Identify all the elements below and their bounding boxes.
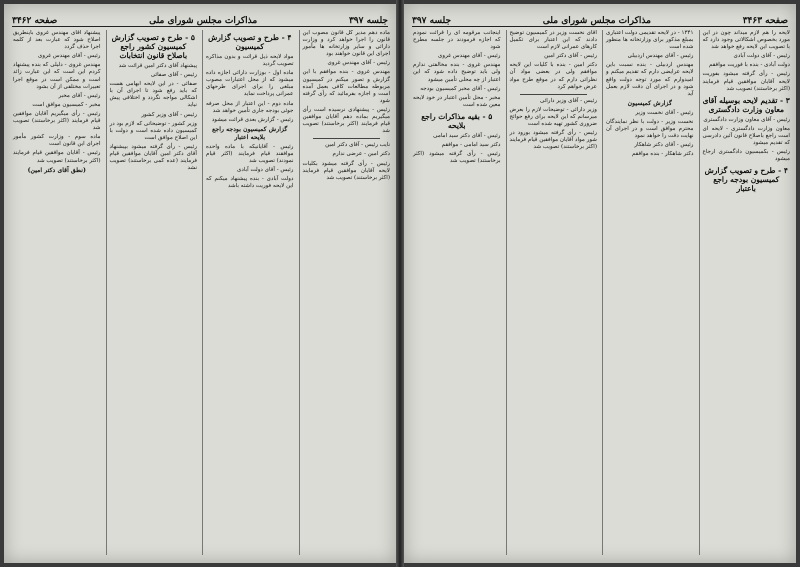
paragraph: دکتر امین - عرضی ندارم — [332, 151, 390, 158]
paragraph: ۱۳۴۱ - در لایحه تقدیمی دولت اعتباری بمبلغ مذکور برای وزارتخانه ها منظور شده است — [606, 30, 694, 51]
paragraph: مهندس غروی - بنده مخالفتی ندارم ولی باید توضیح داده شود که این اعتبار از چه محلی تأمین میشود — [413, 62, 501, 83]
paragraph: رئیس - آقای دولت آبادی — [237, 167, 294, 174]
paragraph: دولت آبادی - بنده با فوریت موافقم — [709, 62, 790, 69]
paragraph: رئیس - آقای معاون وزارت دادگستری — [703, 116, 790, 123]
left-newspaper-page — [4, 4, 396, 563]
paragraph: رئیس - آقای دکتر شاهکار — [634, 142, 694, 149]
paragraph: وزیر دارائی - توضیحات لازم را بعرض میرسانم که این لایحه برای رفع حوائج ضروری کشور تهیه شده است — [509, 106, 597, 128]
paragraph: مهندس غروی - دلیلی که بنده پیشنهاد کردم این است که این عبارت زائد است و ممکن است در موقع اجرا تعبیرات مختلفی از آن بشود — [13, 62, 101, 90]
column-4 — [410, 30, 501, 555]
paragraph: نایب رئیس - آقای دکتر امین — [325, 142, 390, 149]
paragraph: رئیس - آقایانیکه با ماده واحده موافقند قیام فرمایند (اکثر قیام نمودند) تصویب شد — [206, 143, 294, 165]
paragraph: لایحه را هم لازم میداند چون در این مورد بخصوص اشکالاتی وجود دارد که با تصویب این لایحه رفع خواهد شد — [702, 30, 790, 51]
paragraph: رئیس - آقای وزیر کشور — [141, 111, 197, 118]
section-heading: ۴ - طرح و تصویب گزارش کمیسیون بودجه راجع باعتبار — [704, 166, 788, 194]
header-title: مذاکرات مجلس شورای ملی — [542, 16, 651, 26]
column-2 — [202, 30, 294, 555]
column-3 — [506, 30, 598, 555]
paragraph: ماده دهم مدیر کل قانون مصوب این قانون را اجرا خواهد کرد و وزارت دارائی و سایر وزارتخانه ها مأمور اجرای این قانون خواهند بود — [302, 30, 390, 58]
paragraph: ماده دوم - این اعتبار از محل صرفه جوئی بودجه جاری تأمین خواهد شد — [206, 100, 294, 114]
paragraph: ماده اول - بوزارت دارائی اجازه داده میشود که از محل اعتبارات مصوب مبلغی را برای اجرای طرحهای عمرانی پرداخت نماید — [206, 70, 294, 98]
paragraph: مهندس غروی - بنده موافقم با این گزارش و تصور میکنم در کمیسیون مربوطه مطالعات کافی بعمل آمده است و اجازه بفرمائید که رأی گرفته شود — [302, 69, 390, 104]
divider — [313, 138, 381, 139]
paragraph: رئیس - آقای دکتر سید امامی — [433, 132, 501, 139]
paragraph: رئیس - رأی گرفته میشود (اکثر برخاستند) تصویب شد — [413, 151, 501, 165]
section-heading: ۵ - طرح و تصویب گزارش کمیسیون کشور راجع باصلاح قانون انتخابات — [111, 33, 195, 60]
paragraph: رئیس - آقای صفائی — [150, 72, 197, 79]
paragraph: پیشنهاد آقای مهندس غروی باینطریق اصلاح شود که عبارت بعد از کلمه اجرا حذف گردد — [13, 30, 101, 51]
book-gutter — [396, 0, 404, 567]
paragraph: رئیس - آقایان موافقین قیام فرمایند (اکثر برخاستند) تصویب شد — [13, 150, 101, 164]
paragraph: رئیس - پیشنهادی نرسیده است رأی میگیریم بماده دهم آقایان موافقین قیام فرمایند (اکثر برخاستند) تصویب شد — [302, 106, 390, 135]
header-title: مذاکرات مجلس شورای ملی — [149, 16, 258, 26]
section-heading: ۳ - تقدیم لایحه بوسیله آقای معاون وزارت دادگستری — [702, 95, 790, 114]
page-number-label: صفحه ۳۴۶۳ — [742, 16, 788, 26]
paragraph: رئیس - آقای مهندس اردبیلی — [627, 53, 694, 60]
page-number-label: جلسه ۳۹۷ — [348, 16, 388, 26]
paragraph: رئیس - آقای مهندس غروی — [37, 53, 101, 60]
column-1 — [299, 30, 391, 555]
paragraph: مخبر - کمیسیون موافق است — [32, 101, 101, 108]
paragraph: مخبر - محل تأمین اعتبار در خود لایحه معین شده است — [413, 94, 501, 108]
paragraph: ماده سوم - وزارت کشور مأمور اجرای این قانون است — [13, 134, 101, 148]
paragraph: رئیس - رأی گرفته میشود بپیشنهاد آقای دکتر امین آقایان موافقین قیام فرمایند (عده کمی برخاستند) تصویب نشد — [109, 143, 197, 172]
paragraph: رئیس - رأی گرفته میشود بورود در شور مواد آقایان موافقین قیام فرمایند (اکثر برخاستند) تصویب شد — [509, 130, 597, 151]
sub-heading: گزارش کمیسیون — [627, 99, 672, 107]
section-heading: ۴ - طرح و تصویب گزارش کمیسیون — [208, 33, 292, 51]
sub-heading: گزارش کمیسیون بودجه راجع بلایحه اعتبار — [212, 125, 288, 141]
paragraph: اینجانب مرقومه ای را قرائت نمودم که اجازه فرمودند در جلسه مطرح شود — [413, 30, 501, 51]
paragraph: رئیس - رأی گرفته میشود بکلیات لایحه آقایان موافقین قیام فرمایند (اکثر برخاستند) تصویب شد — [302, 160, 390, 181]
paragraph: رئیس - آقای دکتر امین — [544, 53, 597, 60]
paragraph: آقای نخست وزیر در کمیسیون توضیح دادند که این اعتبار برای تکمیل کارهای عمرانی لازم است — [509, 30, 597, 51]
column-4 — [10, 30, 101, 555]
issue-label: صفحه ۳۴۶۲ — [12, 16, 58, 26]
paragraph: رئیس - آقای وزیر دارائی — [540, 97, 597, 104]
right-newspaper-page — [404, 4, 796, 563]
paragraph: رئیس - آقای مهندس غروی — [327, 60, 390, 67]
column-3 — [106, 30, 198, 555]
paragraph: رئیس - آقای مخبر — [58, 92, 101, 99]
divider — [520, 94, 588, 95]
paragraph: نخست وزیر - دولت با نظر نمایندگان محترم موافق است و در اجرای آن نهایت دقت را خواهد نمود — [606, 118, 694, 140]
column-1 — [699, 30, 791, 555]
issue-label: جلسه ۳۹۷ — [412, 16, 452, 26]
page-header — [12, 10, 388, 27]
paragraph: مواد لایحه ذیل قرائت و بدون مذاکره تصویب گردید — [206, 54, 294, 68]
paragraph: دکتر امین - بنده با کلیات این لایحه موافقم ولی در بعضی مواد آن نظراتی دارم که در موقع طرح مواد عرض خواهم کرد — [509, 62, 597, 90]
sub-heading: (نطق آقای دکتر امین) — [27, 166, 86, 174]
section-heading: ۵ - بقیه مذاکرات راجع بلایحه — [421, 111, 493, 130]
paragraph: دکتر شاهکار - بنده موافقم — [631, 151, 694, 158]
text-columns — [410, 30, 790, 555]
paragraph: رئیس - آقای مهندس غروی — [437, 53, 501, 60]
paragraph: معاون وزارت دادگستری - لایحه ای است راجع باصلاح قانون آئین دادرسی که تقدیم میشود — [702, 125, 790, 147]
paragraph: رئیس - بکمیسیون دادگستری ارجاع میشود — [702, 149, 790, 163]
paragraph: دولت آبادی - بنده پیشنهاد میکنم که این لایحه فوریت داشته باشد — [206, 176, 294, 190]
paragraph: رئیس - آقای مخبر کمیسیون بودجه — [420, 85, 501, 92]
page-header — [412, 10, 788, 27]
paragraph: وزیر کشور - توضیحاتی که لازم بود در کمیسیون داده شده است و دولت با این اصلاح موافق است — [109, 120, 197, 141]
paragraph: رئیس - رأی میگیریم آقایان موافقین قیام فرمایند (اکثر برخاستند) تصویب شد — [13, 110, 101, 132]
paragraph: دکتر سید امامی - موافقم — [441, 142, 501, 149]
paragraph: رئیس - گزارش بعدی قرائت میشود — [211, 116, 294, 123]
paragraph: رئیس - رأی گرفته میشود بفوریت لایحه آقایان موافقین قیام فرمایند (اکثر برخاستند) تصویب شد — [702, 71, 790, 92]
paragraph: مهندس اردبیلی - بنده نسبت باین لایحه عرایضی دارم که تقدیم میکنم و امیدوارم که مورد توجه دولت واقع شود و در اجرای آن دقت لازم بعمل آید — [606, 62, 694, 97]
column-2 — [602, 30, 694, 555]
text-columns — [10, 30, 390, 555]
paragraph: رئیس - آقای نخست وزیر — [635, 109, 694, 116]
paragraph: صفائی - در این لایحه ابهامی هست که باید رفع شود تا اجرای آن با اشکالی مواجه نگردد و اختلافی پیش نیاید — [109, 81, 197, 109]
paragraph: پیشنهاد آقای دکتر امین قرائت شد — [118, 63, 197, 69]
paragraph: رئیس - آقای دولت آبادی — [733, 53, 790, 60]
